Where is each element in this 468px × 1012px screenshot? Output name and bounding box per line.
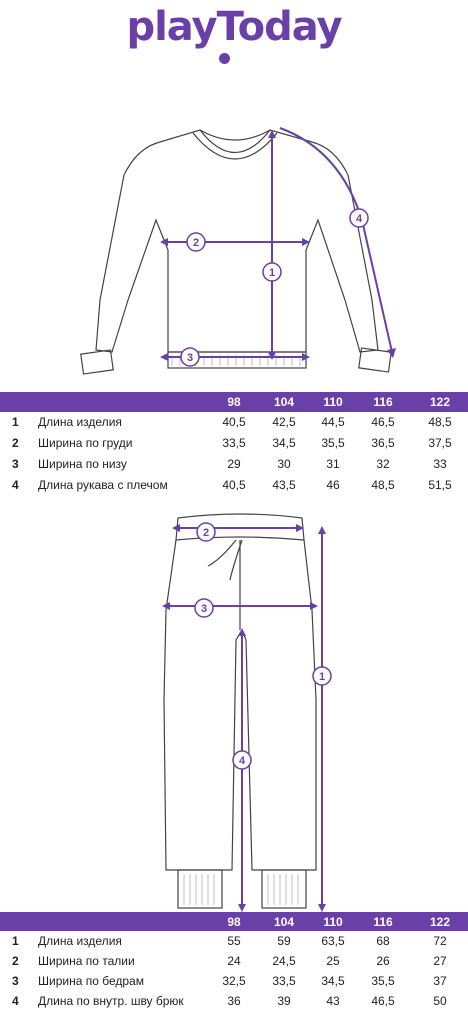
table-row: [0, 951, 468, 971]
sweatshirt-size-table: [0, 392, 468, 496]
size-header: 98: [227, 915, 241, 929]
value-cell: 43,5: [272, 478, 296, 492]
size-header: 110: [323, 915, 343, 929]
size-header: 122: [429, 395, 451, 409]
row-number: 4: [12, 478, 19, 492]
pants-drawing: [0, 510, 468, 915]
value-cell: 48,5: [428, 415, 452, 429]
size-header: 110: [323, 395, 343, 409]
value-cell: 55: [227, 934, 241, 948]
value-cell: 33,5: [272, 974, 296, 988]
row-number: 1: [12, 415, 19, 429]
size-header: 122: [429, 915, 451, 929]
size-header: 116: [373, 395, 393, 409]
table-row: [0, 454, 468, 475]
row-label: Длина рукава с плечом: [38, 478, 168, 492]
size-header: 104: [273, 395, 295, 409]
table-row: [0, 412, 468, 433]
value-cell: 36: [227, 994, 241, 1008]
marker-1-label: 1: [318, 671, 326, 683]
marker-3-label: 3: [200, 603, 208, 615]
row-label: Длина изделия: [38, 934, 122, 948]
value-cell: 42,5: [272, 415, 296, 429]
value-cell: 31: [326, 457, 340, 471]
value-cell: 63,5: [321, 934, 345, 948]
row-number: 3: [12, 457, 19, 471]
marker-2-label: 2: [192, 237, 200, 249]
size-header-row: [0, 912, 468, 931]
row-label: Ширина по талии: [38, 954, 135, 968]
marker-2-label: 2: [202, 527, 210, 539]
size-header: 116: [373, 915, 393, 929]
row-number: 3: [12, 974, 19, 988]
value-cell: 30: [277, 457, 291, 471]
row-label: Длина по внутр. шву брюк: [38, 994, 184, 1008]
table-row: [0, 971, 468, 991]
value-cell: 33,5: [222, 436, 246, 450]
value-cell: 48,5: [371, 478, 395, 492]
row-number: 2: [12, 954, 19, 968]
value-cell: 50: [433, 994, 447, 1008]
value-cell: 26: [376, 954, 390, 968]
value-cell: 39: [277, 994, 291, 1008]
row-label: Длина изделия: [38, 415, 122, 429]
size-header: 104: [273, 915, 295, 929]
table-row: [0, 433, 468, 454]
value-cell: 32: [376, 457, 390, 471]
row-number: 1: [12, 934, 19, 948]
value-cell: 25: [326, 954, 340, 968]
value-cell: 32,5: [222, 974, 246, 988]
value-cell: 40,5: [222, 415, 246, 429]
table-row: [0, 931, 468, 951]
pants-size-table: [0, 912, 468, 1011]
value-cell: 24,5: [272, 954, 296, 968]
row-number: 4: [12, 994, 19, 1008]
table-row: [0, 475, 468, 496]
table-row: [0, 991, 468, 1011]
sweatshirt-drawing: [0, 118, 468, 380]
value-cell: 51,5: [428, 478, 452, 492]
value-cell: 35,5: [371, 974, 395, 988]
value-cell: 46: [326, 478, 340, 492]
logo-dot: [219, 53, 230, 64]
value-cell: 33: [433, 457, 447, 471]
value-cell: 46,5: [371, 994, 395, 1008]
value-cell: 24: [227, 954, 241, 968]
value-cell: 68: [376, 934, 390, 948]
value-cell: 43: [326, 994, 340, 1008]
value-cell: 37: [433, 974, 447, 988]
value-cell: 72: [433, 934, 447, 948]
value-cell: 29: [227, 457, 241, 471]
row-label: Ширина по низу: [38, 457, 127, 471]
value-cell: 40,5: [222, 478, 246, 492]
value-cell: 37,5: [428, 436, 452, 450]
row-number: 2: [12, 436, 19, 450]
marker-4-label: 4: [238, 755, 246, 767]
value-cell: 46,5: [371, 415, 395, 429]
marker-1-label: 1: [268, 267, 276, 279]
brand-logo: [0, 0, 468, 70]
value-cell: 34,5: [272, 436, 296, 450]
marker-3-label: 3: [186, 352, 194, 364]
value-cell: 34,5: [321, 974, 345, 988]
value-cell: 44,5: [321, 415, 345, 429]
logo-text: playToday: [126, 4, 342, 50]
value-cell: 35,5: [321, 436, 345, 450]
size-header-row: [0, 392, 468, 412]
size-header: 98: [227, 395, 241, 409]
row-label: Ширина по бедрам: [38, 974, 144, 988]
row-label: Ширина по груди: [38, 436, 133, 450]
value-cell: 36,5: [371, 436, 395, 450]
value-cell: 59: [277, 934, 291, 948]
marker-4-label: 4: [355, 213, 363, 225]
value-cell: 27: [433, 954, 447, 968]
